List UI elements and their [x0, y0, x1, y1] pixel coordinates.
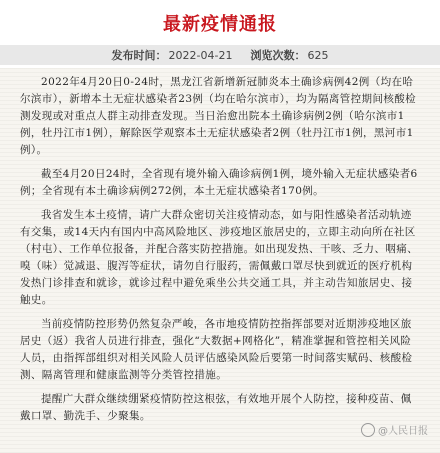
page-title: 最新疫情通报	[163, 14, 277, 35]
paragraph-2: 截至4月20日24时，全省现有境外输入确诊病例1例，境外输入无症状感染者6例；全省现有本土确诊病例272例，本土无症状感染者170例。	[20, 168, 418, 197]
weibo-logo-icon	[361, 423, 375, 437]
paragraph-3: 我省发生本土疫情，请广大群众密切关注疫情动态，如与阳性感染者活动轨迹有交集，或14天内有国内中高风险地区、涉疫地区旅居史的，立即主动向所在社区（村屯）、工作单位报备，并配合落实防控措施。如出现发热、干咳、乏力、咽痛、嗅（味）觉减退、腹泻等症状，请勿自行服药，需佩戴口罩尽快到就近的医疗机构发热门诊排查和就诊，就诊过程中避免乘坐公共交通工具，并主动告知旅居史、接触史。	[20, 209, 419, 306]
watermark-text: @人民日报	[378, 426, 428, 437]
page-header	[0, 0, 440, 68]
views-value: 625	[307, 49, 329, 62]
paragraph-1: 2022年4月20日0-24时，黑龙江省新增新冠肺炎本土确诊病例42例（均在哈尔滨市），新增本土无症状感染者23例（均在哈尔滨市），均为隔离管控期间核酸检测发现或对重点人群主动排查发现。当日治愈出院本土确诊病例2例（哈尔滨市1例，牡丹江市1例），解除医学观察本土无症状感染者2例（牡丹江市1例，黑河市1例）。	[20, 76, 417, 156]
view-count	[250, 47, 328, 63]
watermark	[361, 422, 428, 437]
meta-bar	[0, 45, 440, 65]
publish-value: 2022-04-21	[168, 49, 233, 62]
publish-time	[112, 47, 233, 63]
notice-body	[0, 68, 440, 453]
views-label: 浏览次数：	[250, 49, 306, 62]
publish-label: 发布时间：	[111, 49, 167, 62]
paragraph-4: 当前疫情防控形势仍然复杂严峻，各市地疫情防控指挥部要对近期涉疫地区旅居史（返）我省人员进行排查，强化“大数据+网格化”，精准掌握和管控相关风险人员，由指挥部组织对相关风险人员评估感染风险后要第一时间落实赋码、核酸检测、隔离管理和健康监测等分类管控措施。	[20, 318, 413, 381]
paragraph-5: 提醒广大群众继续绷紧疫情防控这根弦，有效地开展个人防控，接种疫苗、佩戴口罩、勤洗手、少聚集。	[20, 393, 412, 422]
notice-content	[0, 68, 440, 425]
